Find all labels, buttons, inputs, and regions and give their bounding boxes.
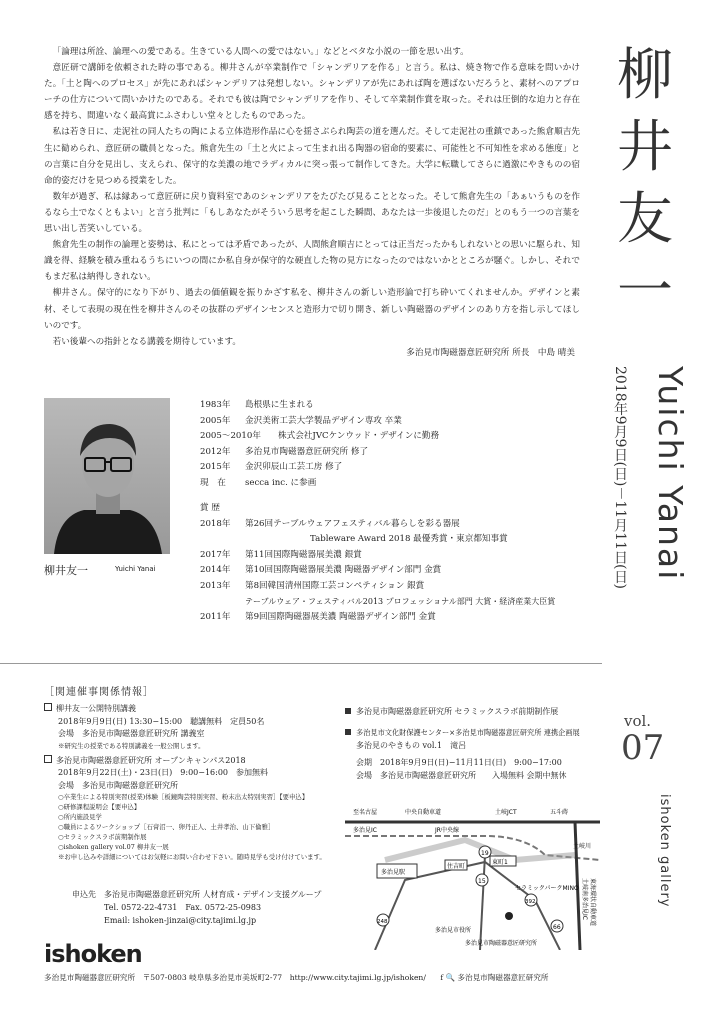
campus-item: ○職員によるワークショップ［石膏沼一、卵丹正人、土井孝治、山下倫雅］	[58, 823, 275, 831]
route-number: 15	[478, 878, 486, 885]
bullet-square-icon	[345, 729, 351, 735]
campus-item: ○セラミックスラボ前期制作展	[58, 833, 147, 841]
award-text: 第26回テーブルウェアフェスティバル暮らしを彩る器展	[245, 518, 460, 529]
footer-address-text[interactable]: 多治見市陶磁器意匠研究所 〒507-0803 岐阜県多治見市美坂町2-77 http://www.city.tajimi.lg.jp/ishoken/	[44, 973, 426, 982]
ishoken-marker	[505, 912, 513, 920]
lecture-line: 2018年9月9日(日) 13:30−15:00 聴講無料 定員50名	[58, 716, 265, 726]
awards-label-row	[200, 501, 580, 517]
campus-line: 2018年9月22日(土)・23日(日) 9:00−16:00 参加無料	[58, 768, 269, 777]
map-label: 土岐川	[573, 843, 592, 850]
history-row	[200, 414, 580, 430]
history-text: 株式会社JVCケンウッド・デザインに勤務	[278, 431, 440, 441]
campus-item: ○研修課程説明会【要申込】	[58, 803, 141, 811]
apply-tel: Tel. 0572-22-4731 Fax. 0572-25-0983	[104, 903, 262, 912]
history-text: 金沢美術工芸大学製品デザイン専攻 卒業	[245, 415, 402, 426]
award-text: 第8回韓国清州国際工芸コンペティション 銀賞	[245, 580, 425, 591]
lecture-line: 会場 多治見市陶磁器意匠研究所 講義室	[58, 729, 205, 738]
award-year: 2017年	[200, 549, 231, 560]
intro-paragraph: 熊倉先生の制作の論理と姿勢は、私にとっては矛盾であったが、人間熊倉順吉にとっては正当だったかもしれないとの思いに駆られ、知識を得、経験を積み重ねるうちにいつの間にか私自身が保守的な硬直した物の見方になったのではないかとところが騒ぐ。しかし、それでもまだ私は納得しきれない。	[44, 240, 580, 283]
map-label: 五斗蒔	[550, 809, 569, 816]
bullet-square-icon	[345, 708, 351, 714]
intro-signature: 多治見市陶磁器意匠研究所 所長 中島 晴美	[406, 348, 575, 358]
vol-number: 07	[621, 728, 665, 768]
award-row	[200, 563, 580, 579]
award-row	[200, 579, 580, 595]
award-row	[200, 594, 580, 610]
history-text: 金沢卯辰山工芸工房 修了	[245, 462, 343, 472]
map-label: 多治見市役所	[435, 927, 472, 934]
campus-item: ○卒業生による特別実習(授業)体験［板鏡陶芸特別実習、粉末出太特別実習］【要申込】	[58, 793, 309, 801]
intro-paragraph: 柳井さん。保守的になり下がり、過去の価値観を振りかざす私を、柳井さんの新しい造形論で打ち砕いてくれませんか。デザインと素材、そして表現の現在性を柳井さんのその抜群のデザインセンスと造形力で切り開き、新しい陶磁器のデザインのあり方を指し示してほしいのです。	[44, 288, 580, 331]
gallery-name: ishoken gallery	[657, 794, 672, 908]
biography	[200, 398, 580, 625]
history-year: 現 在	[200, 477, 226, 488]
map-label: 多治見IC	[353, 827, 377, 834]
apply-email[interactable]: Email: ishoken-jinzai@city.tajimi.lg.jp	[104, 916, 257, 925]
lab-exhibition-title: 多治見市陶磁器意匠研究所 セラミックスラボ前期制作展	[356, 707, 559, 716]
intro-paragraph: 私は若き日に、走泥社の同人たちの陶による立体造形作品に心を揺さぶられ陶芸の道を選んだ。そして走泥社の重鎮であった熊倉順吉先生に勧められ、意匠研の職員となった。熊倉先生の「土と火によって生まれ出る陶器の宿命的要素に、可能性と不可知性を求める態度」との言葉に自分を見出し、支えられ、保守的な美濃の地でラディカルに突っ張って制作してきた。大学に転職してさらに過激にやきものの宿命的姿だけを見つめる授業をした。	[44, 127, 580, 186]
footer-social[interactable]: f 🔍 多治見市陶磁器意匠研究所	[440, 973, 549, 982]
checkbox-icon	[44, 703, 52, 711]
history-text: secca inc. に参画	[245, 477, 317, 488]
history-row	[200, 476, 580, 492]
access-map	[345, 800, 600, 950]
history-year: 2005〜2010年	[200, 431, 261, 441]
history-row	[200, 398, 580, 414]
campus-line: 会場 多治見市陶磁器意匠研究所	[58, 780, 178, 790]
intro-paragraph: 若い後輩への指針となる講義を期待しています。	[52, 336, 241, 347]
map-label: 土岐南多治見IC	[581, 878, 588, 920]
campus-item: ○ishoken gallery vol.07 柳井友一展	[58, 843, 169, 851]
vol-label: vol.	[624, 712, 652, 730]
map-label: 中央自動車道	[405, 809, 442, 816]
joint-exhibition-title: 多治見市文化財保護センター×多治見市陶磁器意匠研究所 連携企画展	[356, 728, 580, 737]
history-year: 2015年	[200, 462, 231, 472]
award-row	[200, 532, 580, 548]
award-text: 第10回国際陶磁器展美濃 陶磁器デザイン部門 金賞	[245, 565, 442, 575]
history-row	[200, 429, 580, 445]
artist-photo	[44, 398, 170, 554]
intro-paragraph: 数年が過ぎ、私は縁あって意匠研に戻り資料室であのシャンデリアをたびたび見ることとなった。そして熊倉先生の「あぁいうものを作るなら土でなくともよい」と言う批判に「もしあなたがそういう思考を起こした瞬間、あなたは一歩後退したのだ」とのもう一つの言葉を思い出し苦笑いしている。	[44, 191, 580, 235]
campus-note: ※お申し込みや詳細についてはお気軽にお問い合わせ下さい。随時見学も受け付けています。	[58, 853, 326, 861]
apply-label: 申込先	[72, 890, 96, 899]
award-row	[200, 517, 580, 533]
history-row	[200, 460, 580, 476]
joint-exhibition-line: 会期 2018年9月9日(日)−11月11日(日) 9:00−17:00	[356, 758, 562, 767]
route-number: 66	[553, 924, 561, 931]
map-label: 東海環状自動車道	[589, 878, 596, 927]
artist-name-jp: 柳井友一	[617, 43, 673, 324]
intro-essay	[44, 44, 580, 350]
award-row	[200, 610, 580, 626]
award-text: テーブルウェア・フェスティバル2013 プロフェッショナル部門 大賞・経済産業大臣賞	[245, 597, 556, 606]
apply-org: 多治見市陶磁器意匠研究所 人材育成・デザイン支援グループ	[104, 890, 322, 899]
campus-title: 多治見市陶磁器意匠研究所 オープンキャンパス2018	[56, 755, 246, 765]
joint-exhibition-sub: 多治見のやきもの vol.1 滝呂	[356, 741, 467, 750]
route-number: 248	[377, 919, 388, 925]
award-text: Tableware Award 2018 最優秀賞・東京都知事賞	[310, 534, 508, 544]
lecture-note: ※研究生の授業である特別講義を一般公開します。	[58, 741, 205, 750]
exhibition-dates: 2018年9月9日(日)－11月11日(日)	[612, 366, 628, 589]
award-year: 2011年	[200, 611, 231, 622]
footer-address	[44, 972, 604, 983]
checkbox-icon	[44, 755, 52, 763]
joint-exhibition-line: 会場 多治見市陶磁器意匠研究所 入場無料 会期中無休	[356, 771, 567, 780]
section-divider	[0, 663, 602, 664]
intro-paragraph: 意匠研で講師を依頼された時の事である。柳井さんが卒業制作で「シャンデリアを作る」と言う。私は、焼き物で作る意味を問いかけた。「土と陶へのプロセス」が先にあればシャンデリアは発想しない。シャンデリアが先にあれば陶を選ばないだろうと、素材へのアプローチの仕方について問いかけたのである。それでも彼は陶でシャンデリアを作り、そして卒業制作賞を取った。それは圧倒的な迫力と存在感を持ち、間違いなく最高賞にふさわしい堂々としたものであった。	[44, 63, 580, 122]
intro-paragraph: 「論理は所詮、論理への愛である。生きている人間への愛ではない。」などとベタな小説の一節を思い出す。	[52, 47, 469, 57]
campus-item: ○所内施設見学	[58, 813, 102, 821]
map-label: 東町1	[492, 859, 508, 866]
history-year: 2005年	[200, 415, 231, 426]
awards-label: 賞 歴	[200, 503, 220, 513]
ishoken-logo: ishoken	[44, 940, 142, 968]
history-text: 島根県に生まれる	[245, 400, 314, 410]
map-label: 土岐JCT	[495, 809, 517, 816]
related-left-column	[44, 703, 334, 862]
map-label: 至名古屋	[353, 809, 378, 816]
route-number: 392	[525, 899, 536, 905]
map-label: 多治見市陶磁器意匠研究所	[465, 940, 538, 947]
lecture-title: 柳井友一公開特別講義	[56, 704, 136, 713]
related-right-column	[345, 705, 615, 782]
award-year: 2013年	[200, 580, 231, 591]
award-text: 第11回国際陶磁器展美濃 銀賞	[245, 549, 362, 560]
award-text: 第9回国際陶磁器展美濃 陶磁器デザイン部門 金賞	[245, 611, 436, 622]
photo-caption-jp: 柳井友一	[44, 564, 88, 577]
application-info	[72, 888, 352, 927]
award-row	[200, 548, 580, 564]
map-label: 多治見駅	[381, 869, 406, 876]
related-heading: ［関連催事関係情報］	[44, 687, 154, 698]
history-text: 多治見市陶磁器意匠研究所 修了	[245, 446, 369, 457]
history-year: 2012年	[200, 446, 231, 457]
artist-name-en: Yuichi Yanai	[651, 366, 690, 582]
history-row	[200, 445, 580, 461]
award-year: 2018年	[200, 518, 231, 529]
map-label: セラミックパークMINO	[515, 885, 579, 892]
history-year: 1983年	[200, 400, 231, 410]
award-year: 2014年	[200, 565, 231, 575]
map-label: 住吉町	[447, 863, 466, 870]
map-label: JR中央線	[435, 827, 459, 834]
photo-caption-en: Yuichi Yanai	[115, 565, 156, 573]
route-number: 19	[481, 850, 489, 857]
